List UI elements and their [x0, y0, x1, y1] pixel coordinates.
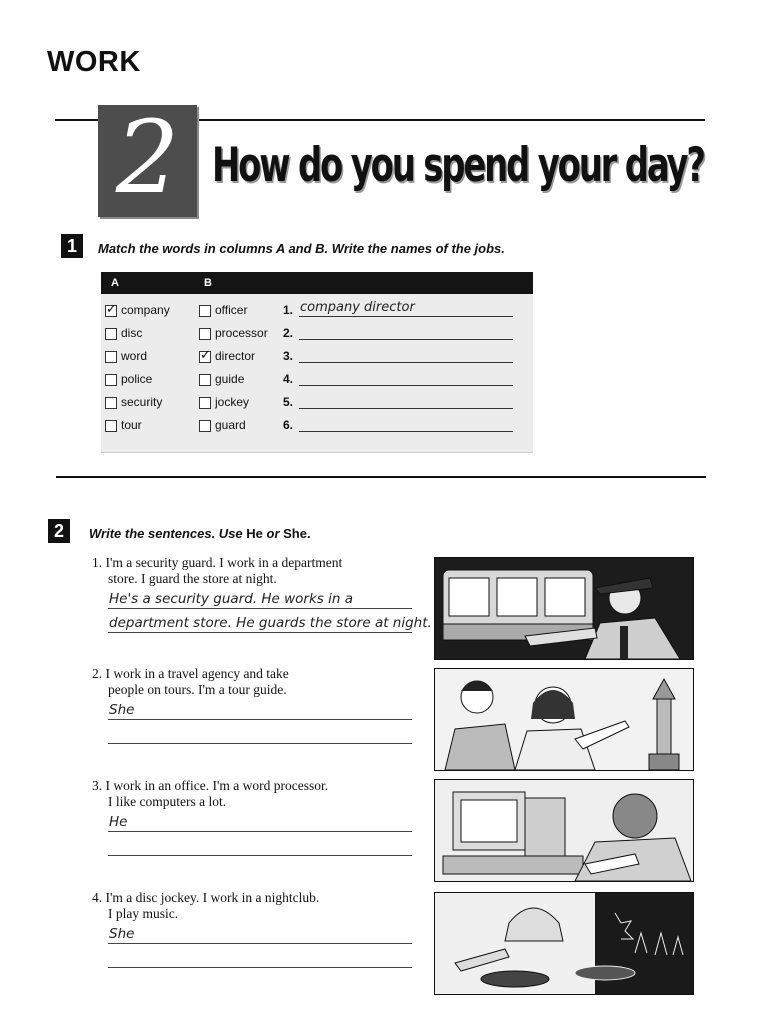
- instruction-she: She: [283, 526, 307, 541]
- disc-jockey-illustration: [434, 892, 694, 995]
- word-a: security: [121, 395, 163, 409]
- instruction-or: or: [262, 526, 284, 541]
- unit-title: How do you spend your day?: [212, 138, 704, 193]
- match-row: [101, 325, 533, 345]
- exercise-item: [92, 890, 422, 968]
- security-guard-illustration: [434, 557, 694, 660]
- word-a: disc: [121, 326, 143, 340]
- checkbox-b[interactable]: [199, 397, 211, 409]
- answer-text: company director: [300, 300, 415, 315]
- checkbox-b[interactable]: [199, 420, 211, 432]
- tour-guide-illustration: [434, 668, 694, 771]
- exercise-item: [92, 666, 422, 744]
- checkbox-a[interactable]: [105, 374, 117, 386]
- unit-number: 2: [115, 99, 180, 216]
- instruction-period: .: [306, 526, 311, 541]
- answer-line-2[interactable]: [108, 722, 412, 744]
- answer-line[interactable]: [299, 316, 513, 317]
- answer-line-1[interactable]: [108, 810, 412, 832]
- checkbox-b[interactable]: [199, 351, 211, 363]
- word-b: processor: [215, 326, 268, 340]
- checkbox-a[interactable]: [105, 328, 117, 340]
- answer-line[interactable]: [299, 431, 513, 432]
- match-row: [101, 302, 533, 322]
- checkbox-a[interactable]: [105, 420, 117, 432]
- unit-number-box: [98, 99, 197, 217]
- item-sentence-line1: 2. I work in a travel agency and take: [92, 666, 289, 681]
- instruction-he: He: [246, 526, 263, 541]
- word-b: director: [215, 349, 256, 363]
- answer-line-2[interactable]: [108, 946, 412, 968]
- answer-line[interactable]: [299, 362, 513, 363]
- match-row: [101, 348, 533, 368]
- matching-table: [101, 272, 533, 453]
- answer-line-1[interactable]: [108, 922, 412, 944]
- match-row: [101, 394, 533, 414]
- checkbox-b[interactable]: [199, 305, 211, 317]
- answer-number: 3.: [283, 349, 294, 363]
- match-row: [101, 417, 533, 437]
- exercise-item: [92, 778, 422, 856]
- answer-number: 4.: [283, 372, 294, 386]
- item-sentence-line2: I play music.: [108, 906, 179, 921]
- word-b: guard: [215, 418, 246, 432]
- answer-line[interactable]: [299, 408, 513, 409]
- exercise-1-instruction: Match the words in columns A and B. Write the names of the jobs.: [98, 241, 505, 256]
- word-b: jockey: [215, 395, 250, 409]
- exercise-2-badge: 2: [48, 519, 70, 543]
- checkbox-a[interactable]: [105, 397, 117, 409]
- answer-number: 6.: [283, 418, 294, 432]
- word-a: word: [121, 349, 148, 363]
- match-row: [101, 371, 533, 391]
- checkbox-b[interactable]: [199, 328, 211, 340]
- column-b-header: B: [204, 277, 212, 289]
- word-processor-illustration: [434, 779, 694, 882]
- exercise-2-instruction: [89, 526, 311, 541]
- checkbox-a[interactable]: [105, 305, 117, 317]
- column-a-header: A: [111, 277, 119, 289]
- answer-text-1: She: [109, 926, 135, 942]
- answer-number: 1.: [283, 303, 294, 317]
- word-b: guide: [215, 372, 245, 386]
- word-b: officer: [215, 303, 248, 317]
- instruction-text: Write the sentences. Use: [89, 526, 247, 541]
- section-divider: [56, 476, 706, 478]
- answer-text-1: He: [109, 814, 128, 830]
- answer-number: 5.: [283, 395, 294, 409]
- exercise-item: [92, 555, 432, 633]
- item-sentence-line2: people on tours. I'm a tour guide.: [108, 682, 287, 697]
- answer-line-2[interactable]: [108, 834, 412, 856]
- item-sentence-line2: store. I guard the store at night.: [108, 571, 277, 586]
- page-title: WORK: [47, 46, 141, 78]
- item-sentence-line1: 1. I'm a security guard. I work in a department: [92, 555, 343, 570]
- answer-text-2: department store. He guards the store at night.: [109, 615, 432, 631]
- answer-number: 2.: [283, 326, 294, 340]
- answer-line-2[interactable]: [108, 611, 432, 633]
- answer-text-1: She: [109, 702, 135, 718]
- matching-table-header: [101, 272, 533, 294]
- item-sentence-line1: 4. I'm a disc jockey. I work in a nightclub.: [92, 890, 320, 905]
- word-a: company: [121, 303, 170, 317]
- exercise-1-badge: 1: [61, 234, 83, 258]
- item-sentence-line1: 3. I work in an office. I'm a word processor.: [92, 778, 329, 793]
- answer-line-1[interactable]: [108, 587, 412, 609]
- answer-line[interactable]: [299, 385, 513, 386]
- word-a: tour: [121, 418, 142, 432]
- item-sentence-line2: I like computers a lot.: [108, 794, 227, 809]
- answer-line[interactable]: [299, 339, 513, 340]
- checkbox-a[interactable]: [105, 351, 117, 363]
- answer-line-1[interactable]: [108, 698, 412, 720]
- answer-text-1: He's a security guard. He works in a: [109, 591, 353, 607]
- checkbox-b[interactable]: [199, 374, 211, 386]
- word-a: police: [121, 372, 153, 386]
